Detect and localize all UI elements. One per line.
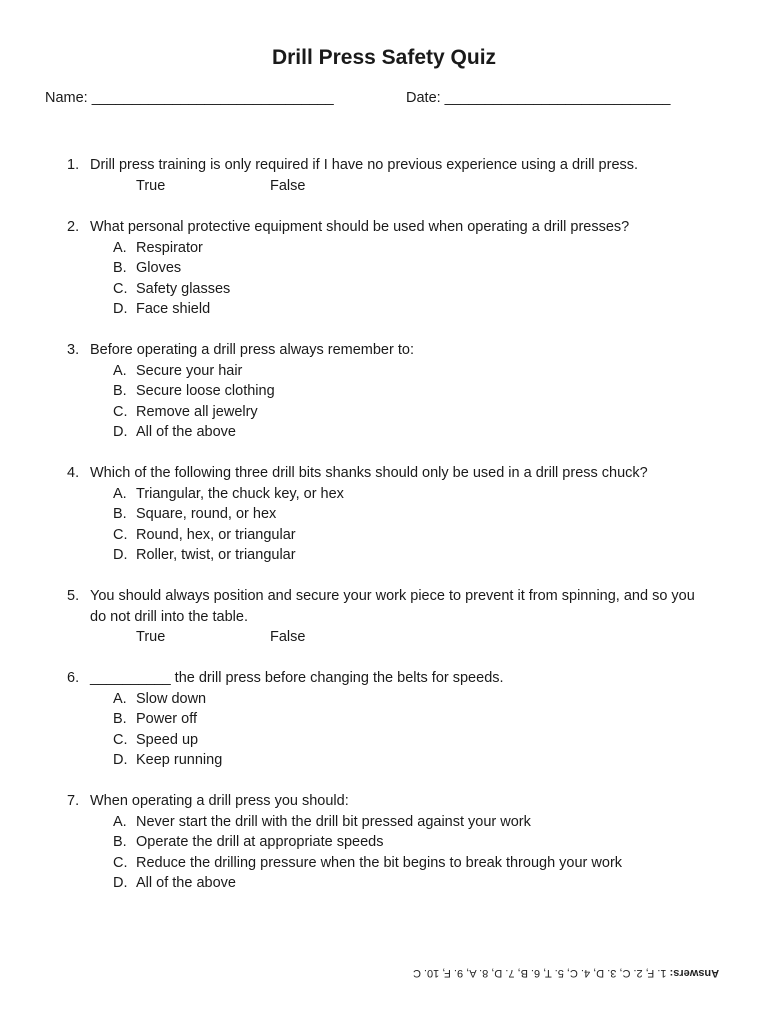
question-6 xyxy=(0,668,768,771)
question-text: Before operating a drill press always remember to: xyxy=(90,342,414,358)
answer-option[interactable] xyxy=(0,873,768,894)
answer-option[interactable] xyxy=(0,484,768,505)
option-text: All of the above xyxy=(136,424,236,440)
option-text: Safety glasses xyxy=(136,280,231,297)
question-text-continued: do not drill into the table. xyxy=(90,608,248,625)
option-text: Round, hex, or triangular xyxy=(136,526,296,543)
option-letter: B. xyxy=(113,383,127,399)
answer-key xyxy=(413,967,719,979)
option-letter: A. xyxy=(113,690,127,707)
answer-option[interactable] xyxy=(0,361,768,382)
question-number: 5. xyxy=(67,588,80,604)
option-text: Roller, twist, or triangular xyxy=(136,547,296,563)
answer-key-text: 1. F, 2. C, 3. D, 4. C, 5. T, 6. B, 7. D, 8. A, 9. F, 10. C xyxy=(413,967,667,979)
answer-option[interactable] xyxy=(0,832,768,853)
question-text: __________ the drill press before changing the belts for speeds. xyxy=(90,670,504,686)
answer-option[interactable] xyxy=(0,689,768,710)
false-option[interactable]: False xyxy=(270,177,306,194)
option-letter: A. xyxy=(113,813,127,830)
option-letter: D. xyxy=(113,547,128,563)
option-text: Power off xyxy=(136,711,197,727)
option-letter: A. xyxy=(113,362,127,379)
option-letter: B. xyxy=(113,711,127,727)
option-letter: C. xyxy=(113,854,128,871)
option-letter: C. xyxy=(113,526,128,543)
question-number: 1. xyxy=(67,157,80,173)
answer-option[interactable] xyxy=(0,299,768,320)
option-letter: D. xyxy=(113,752,128,768)
answer-option[interactable] xyxy=(0,238,768,259)
answer-option[interactable] xyxy=(0,853,768,874)
true-option[interactable]: True xyxy=(136,629,166,645)
option-text: Reduce the drilling pressure when the bit begins to break through your work xyxy=(136,854,623,871)
question-number: 3. xyxy=(67,342,80,358)
option-text: Slow down xyxy=(136,690,207,707)
option-text: Secure loose clothing xyxy=(136,383,275,399)
option-text: Never start the drill with the drill bit pressed against your work xyxy=(136,813,531,830)
option-letter: B. xyxy=(113,506,127,522)
option-letter: D. xyxy=(113,301,128,317)
answer-option[interactable] xyxy=(0,525,768,546)
question-number: 4. xyxy=(67,465,80,481)
option-letter: A. xyxy=(113,485,127,502)
question-4 xyxy=(0,463,768,566)
question-number: 7. xyxy=(67,793,80,809)
answer-option[interactable] xyxy=(0,730,768,751)
option-text: Respirator xyxy=(136,239,203,256)
answer-option[interactable] xyxy=(0,709,768,730)
option-text: Operate the drill at appropriate speeds xyxy=(136,834,384,850)
question-text: Drill press training is only required if I have no previous experience using a drill press. xyxy=(90,157,639,173)
option-letter: B. xyxy=(113,260,127,276)
name-field[interactable]: Name: ______________________________ xyxy=(45,90,334,106)
answer-option[interactable] xyxy=(0,279,768,300)
question-number: 6. xyxy=(67,670,80,686)
false-option[interactable]: False xyxy=(270,629,306,645)
question-1 xyxy=(0,155,768,196)
answer-option[interactable] xyxy=(0,504,768,525)
answer-key-label: Answers: xyxy=(669,967,720,979)
question-3 xyxy=(0,340,768,443)
option-text: Square, round, or hex xyxy=(136,506,277,522)
option-text: All of the above xyxy=(136,875,236,891)
question-text: When operating a drill press you should: xyxy=(90,793,349,809)
question-text: You should always position and secure your work piece to prevent it from spinning, and so you xyxy=(90,588,695,604)
question-7 xyxy=(0,791,768,894)
answer-option[interactable] xyxy=(0,545,768,566)
answer-option[interactable] xyxy=(0,422,768,443)
option-text: Secure your hair xyxy=(136,362,243,379)
true-option[interactable]: True xyxy=(136,177,166,194)
option-letter: B. xyxy=(113,834,127,850)
question-2 xyxy=(0,217,768,320)
question-5 xyxy=(0,586,768,648)
option-text: Speed up xyxy=(136,731,199,748)
date-field[interactable]: Date: ____________________________ xyxy=(406,90,671,106)
option-text: Triangular, the chuck key, or hex xyxy=(136,485,344,502)
option-text: Gloves xyxy=(136,260,182,276)
quiz-title: Drill Press Safety Quiz xyxy=(271,46,497,69)
question-text: What personal protective equipment should be used when operating a drill presses? xyxy=(90,219,630,235)
option-letter: D. xyxy=(113,424,128,440)
option-letter: C. xyxy=(113,731,128,748)
question-number: 2. xyxy=(67,219,80,235)
option-letter: C. xyxy=(113,280,128,297)
option-text: Face shield xyxy=(136,301,211,317)
option-letter: D. xyxy=(113,875,128,891)
option-text: Keep running xyxy=(136,752,223,768)
answer-option[interactable] xyxy=(0,258,768,279)
answer-option[interactable] xyxy=(0,381,768,402)
option-letter: C. xyxy=(113,403,128,420)
answer-option[interactable] xyxy=(0,812,768,833)
option-letter: A. xyxy=(113,239,127,256)
question-text: Which of the following three drill bits shanks should only be used in a drill press chuck? xyxy=(90,465,648,481)
answer-option[interactable] xyxy=(0,750,768,771)
answer-option[interactable] xyxy=(0,402,768,423)
option-text: Remove all jewelry xyxy=(136,403,258,420)
